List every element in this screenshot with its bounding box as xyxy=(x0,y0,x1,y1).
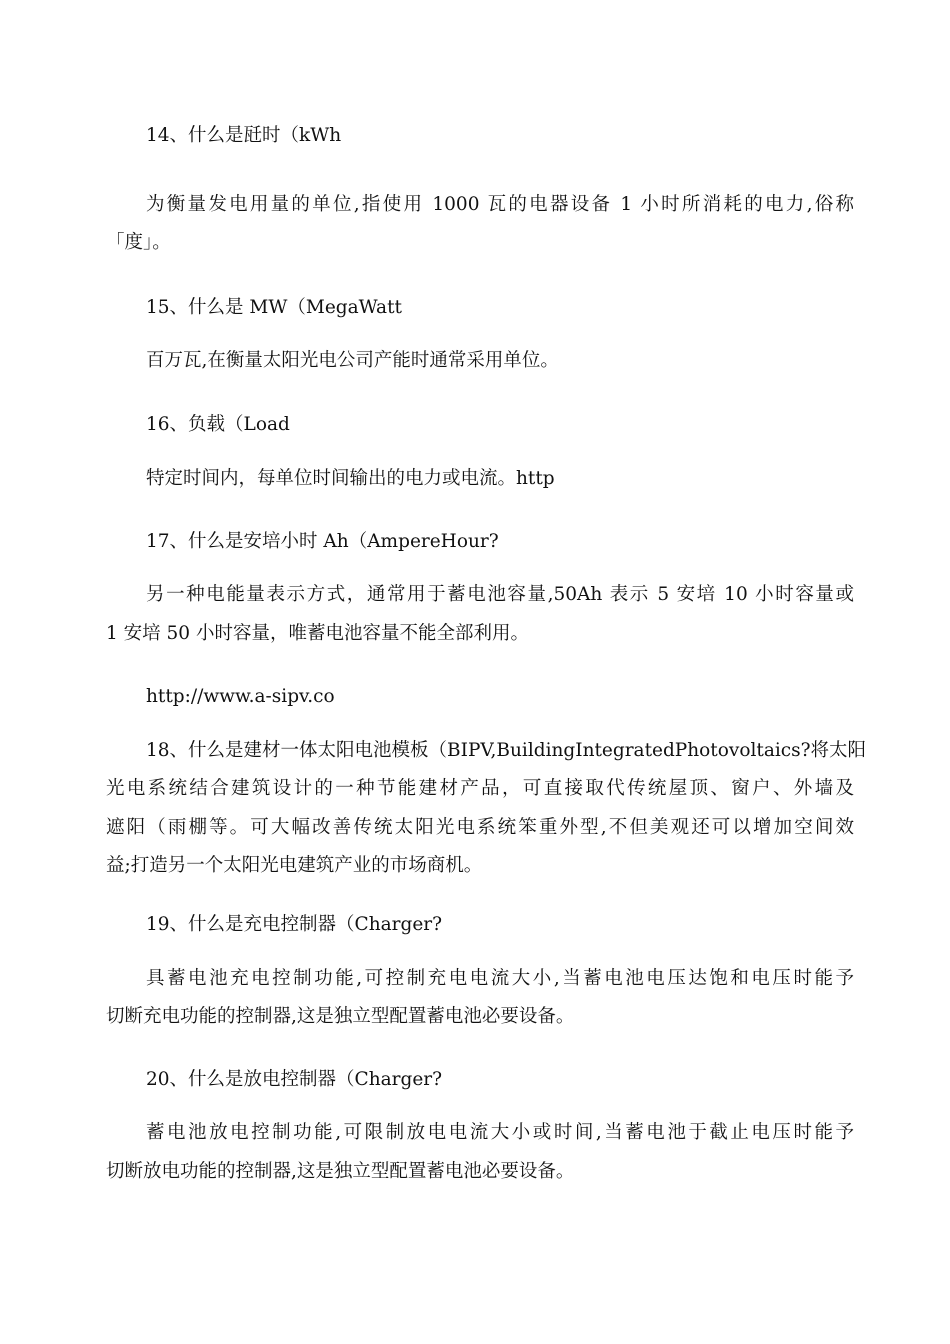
paragraph-16: 特定时间内，每单位时间输出的电力或电流。http xyxy=(146,468,555,489)
heading-15: 15、什么是 MW（MegaWatt xyxy=(146,297,402,318)
url-text: http://www.a-sipv.co xyxy=(146,686,335,707)
heading-16: 16、负载（Load xyxy=(146,414,290,435)
paragraph-15: 百万瓦,在衡量太阳光电公司产能时通常采用单位。 xyxy=(146,350,559,371)
paragraph-18-line-2: 光电系统结合建筑设计的一种节能建材产品，可直接取代传统屋顶、窗户、外墙及 xyxy=(106,778,854,799)
heading-14: 14、什么是瓩时（kWh xyxy=(146,125,342,146)
heading-17: 17、什么是安培小时 Ah（AmpereHour? xyxy=(146,531,499,552)
heading-20: 20、什么是放电控制器（Charger? xyxy=(146,1069,443,1090)
paragraph-20-line-2: 切断放电功能的控制器,这是独立型配置蓄电池必要设备。 xyxy=(106,1161,575,1182)
paragraph-18-line-1: 18、什么是建材一体太阳电池模板（BIPV,BuildingIntegratedPhotovoltaics?将太阳 xyxy=(146,740,867,761)
paragraph-17-line-1: 另一种电能量表示方式，通常用于蓄电池容量,50Ah 表示 5 安培 10 小时容量或 xyxy=(146,584,854,605)
heading-19: 19、什么是充电控制器（Charger? xyxy=(146,914,443,935)
paragraph-14-line-2: 「度」。 xyxy=(106,232,171,253)
paragraph-17-line-2: 1 安培 50 小时容量，唯蓄电池容量不能全部利用。 xyxy=(106,623,529,644)
paragraph-14-line-1: 为衡量发电用量的单位,指使用 1000 瓦的电器设备 1 小时所消耗的电力,俗称 xyxy=(146,194,854,215)
paragraph-19-line-2: 切断充电功能的控制器,这是独立型配置蓄电池必要设备。 xyxy=(106,1006,575,1027)
paragraph-18-line-3: 遮阳（雨棚等。可大幅改善传统太阳光电系统笨重外型,不但美观还可以增加空间效 xyxy=(106,817,854,838)
paragraph-18-line-4: 益;打造另一个太阳光电建筑产业的市场商机。 xyxy=(106,855,483,876)
paragraph-19-line-1: 具蓄电池充电控制功能,可控制充电电流大小,当蓄电池电压达饱和电压时能予 xyxy=(146,968,854,989)
paragraph-20-line-1: 蓄电池放电控制功能,可限制放电电流大小或时间,当蓄电池于截止电压时能予 xyxy=(146,1122,854,1143)
